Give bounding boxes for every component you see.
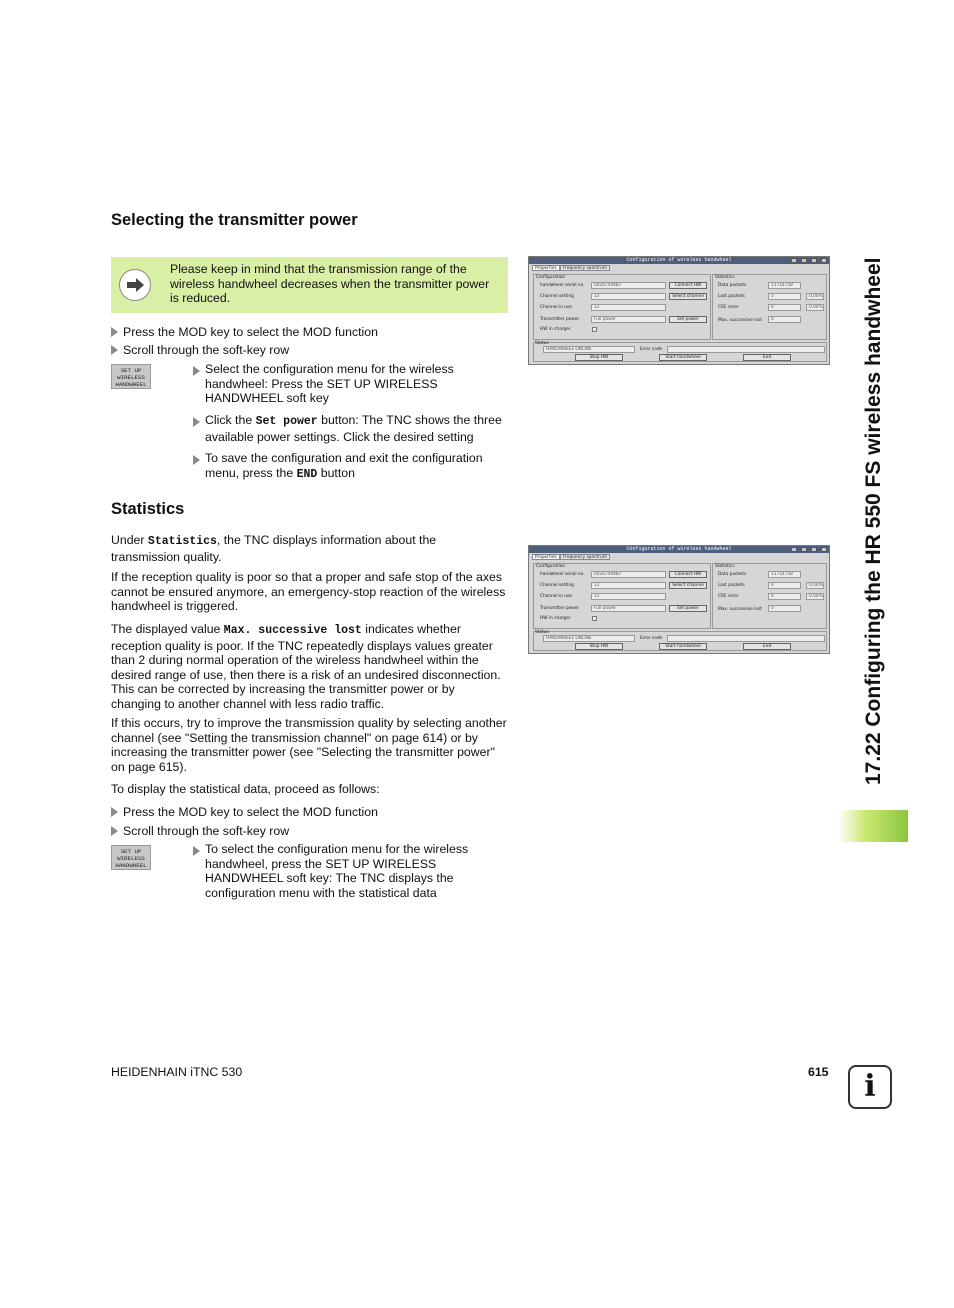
field-transmitter-power: Full power xyxy=(591,605,666,612)
field-crc-error: 0 xyxy=(768,593,801,600)
field-status: HANDWHEEL ONLINE xyxy=(543,635,635,642)
step-mod-key: Press the MOD key to select the MOD function xyxy=(111,325,378,340)
maximize-icon xyxy=(801,258,807,263)
label-crc-error: CRC error xyxy=(718,594,739,599)
label-error-code: Error code xyxy=(640,636,663,641)
label-channel-setting: Channel setting xyxy=(540,583,574,588)
section-title-statistics: Statistics xyxy=(111,500,185,518)
field-serial: 0026759487 xyxy=(591,282,666,289)
label-error-code: Error code xyxy=(640,347,663,352)
label-max-successive-lost: Max. successive lost xyxy=(718,607,762,612)
field-crc-error-pct: 0,00% xyxy=(806,593,824,600)
screenshot-config-dialog-1 xyxy=(528,256,830,365)
close-icon xyxy=(821,547,827,552)
label-status: Status xyxy=(535,630,549,635)
field-error-code xyxy=(667,635,825,642)
stop-hw-button: Stop HW xyxy=(575,643,623,650)
section-title-transmitter-power: Selecting the transmitter power xyxy=(111,211,358,229)
close-icon xyxy=(821,258,827,263)
substep-statistics-config: To select the configuration menu for the wireless handwheel, press the SET UP WIRELESS HANDWHEEL soft key: The TNC displays the configuration menu with the statistical data xyxy=(193,842,508,900)
label-transmitter-power: Transmitter power xyxy=(540,317,580,322)
end-button: End xyxy=(743,643,791,650)
field-max-successive-lost: 0 xyxy=(768,605,801,612)
end-button: End xyxy=(743,354,791,361)
field-serial: 0026759487 xyxy=(591,571,666,578)
connect-hw-button: Connect HW xyxy=(669,571,707,578)
label-serial: handwheel serial no. xyxy=(540,283,585,288)
dialog-titlebar: Configuration of wireless handwheel xyxy=(529,257,829,264)
field-status: HANDWHEEL ONLINE xyxy=(543,346,635,353)
field-lost-packets: 0 xyxy=(768,293,801,300)
paragraph-improve-quality: If this occurs, try to improve the transmission quality by selecting another channel (see "Setting the transmission channel" on page 614) or by increasing the transmitter power (see "Selecting the transmitter power" on page 615). xyxy=(111,716,507,774)
note-text: Please keep in mind that the transmission range of the wireless handwheel decreases when the transmitter power is reduced. xyxy=(170,262,490,305)
paragraph-statistics-intro: Under Statistics, the TNC displays information about the transmission quality. xyxy=(111,533,437,564)
screenshot-config-dialog-2 xyxy=(528,545,830,654)
stop-hw-button: Stop HW xyxy=(575,354,623,361)
substep-select-config: Select the configuration menu for the wireless handwheel: Press the SET UP WIRELESS HANDWHEEL soft key xyxy=(193,362,508,406)
label-lost-packets: Lost packets xyxy=(718,583,745,588)
field-transmitter-power: Full power xyxy=(591,316,666,323)
tab-properties: Properties xyxy=(532,554,560,560)
set-power-button: Set power xyxy=(669,316,707,323)
label-data-packets: Data packets xyxy=(718,283,747,288)
minimize-icon xyxy=(791,258,797,263)
label-statistics: Statistics xyxy=(715,275,735,280)
start-handwheel-button: Start handwheel xyxy=(659,643,707,650)
label-channel-in-use: Channel in use xyxy=(540,594,572,599)
maximize-icon xyxy=(801,547,807,552)
tab-frequency-spectrum: Frequency spectrum xyxy=(560,265,610,271)
checkbox-hw-in-charger xyxy=(592,616,597,621)
field-crc-error-pct: 0,00% xyxy=(806,304,824,311)
step-scroll-softkeys-2: Scroll through the soft-key row xyxy=(111,824,289,839)
field-lost-packets-pct: 0,00% xyxy=(806,582,824,589)
step-mod-key-2: Press the MOD key to select the MOD function xyxy=(111,805,378,820)
start-handwheel-button: Start handwheel xyxy=(659,354,707,361)
label-max-successive-lost: Max. successive lost xyxy=(718,318,762,323)
field-channel-setting: 12 xyxy=(591,293,666,300)
field-lost-packets: 0 xyxy=(768,582,801,589)
softkey-set-up-wireless-handwheel-2[interactable]: SET UP WIRELESS HANDWHEEL xyxy=(111,845,151,870)
label-crc-error: CRC error xyxy=(718,305,739,310)
checkbox-hw-in-charger xyxy=(592,327,597,332)
field-error-code xyxy=(667,346,825,353)
substep-save-end: To save the configuration and exit the configuration menu, press the END button xyxy=(193,451,508,482)
label-data-packets: Data packets xyxy=(718,572,747,577)
footer-product: HEIDENHAIN iTNC 530 xyxy=(111,1065,243,1079)
set-power-button: Set power xyxy=(669,605,707,612)
info-icon-letter: i xyxy=(864,1069,876,1104)
label-channel-setting: Channel setting xyxy=(540,294,574,299)
label-serial: handwheel serial no. xyxy=(540,572,585,577)
info-icon xyxy=(848,1065,892,1109)
label-transmitter-power: Transmitter power xyxy=(540,606,580,611)
restore-icon xyxy=(811,258,817,263)
label-lost-packets: Lost packets xyxy=(718,294,745,299)
paragraph-reception-quality: If the reception quality is poor so that a proper and safe stop of the axes cannot be ensured anymore, an emergency-stop reaction of the wireless handwheel is triggered. xyxy=(111,570,506,613)
field-channel-setting: 12 xyxy=(591,582,666,589)
arrow-right-icon xyxy=(119,269,151,301)
substep-set-power: Click the Set power button: The TNC shows the three available power settings. Click the desired setting xyxy=(193,413,508,444)
chapter-tab-marker xyxy=(838,810,908,842)
field-max-successive-lost: 0 xyxy=(768,316,801,323)
field-channel-in-use: 12 xyxy=(591,593,666,600)
field-data-packets: 11714758 xyxy=(768,571,801,578)
restore-icon xyxy=(811,547,817,552)
label-configuration: Configuration xyxy=(536,564,566,569)
select-channel-button: Select channel xyxy=(669,293,707,300)
tab-frequency-spectrum: Frequency spectrum xyxy=(560,554,610,560)
minimize-icon xyxy=(791,547,797,552)
label-configuration: Configuration xyxy=(536,275,566,280)
label-hw-in-charger: HW in charger xyxy=(540,327,571,332)
tab-properties: Properties xyxy=(532,265,560,271)
paragraph-proceed: To display the statistical data, proceed as follows: xyxy=(111,782,380,796)
field-data-packets: 11714758 xyxy=(768,282,801,289)
field-channel-in-use: 12 xyxy=(591,304,666,311)
label-statistics: Statistics xyxy=(715,564,735,569)
chapter-title-vertical xyxy=(856,210,888,785)
connect-hw-button: Connect HW xyxy=(669,282,707,289)
svg-text:17.22 Configuring the HR 550 F: 17.22 Configuring the HR 550 FS wireless handwheel xyxy=(862,257,885,785)
paragraph-max-successive-lost: The displayed value Max. successive lost indicates whether reception quality is poor. If the TNC repeatedly displays values greater than 2 during normal operation of the wireless handwheel within the desired range of use, then there is a risk of an undesired disconnection. This can be corrected by increasing the transmitter power or by changing to another channel with less radio traffic. xyxy=(111,622,501,711)
label-channel-in-use: Channel in use xyxy=(540,305,572,310)
softkey-set-up-wireless-handwheel[interactable]: SET UP WIRELESS HANDWHEEL xyxy=(111,364,151,389)
dialog-titlebar: Configuration of wireless handwheel xyxy=(529,546,829,553)
select-channel-button: Select channel xyxy=(669,582,707,589)
field-crc-error: 0 xyxy=(768,304,801,311)
field-lost-packets-pct: 0,00% xyxy=(806,293,824,300)
page-number: 615 xyxy=(808,1065,829,1079)
label-status: Status xyxy=(535,341,549,346)
label-hw-in-charger: HW in charger xyxy=(540,616,571,621)
step-scroll-softkeys: Scroll through the soft-key row xyxy=(111,343,289,358)
note-box xyxy=(111,257,508,313)
